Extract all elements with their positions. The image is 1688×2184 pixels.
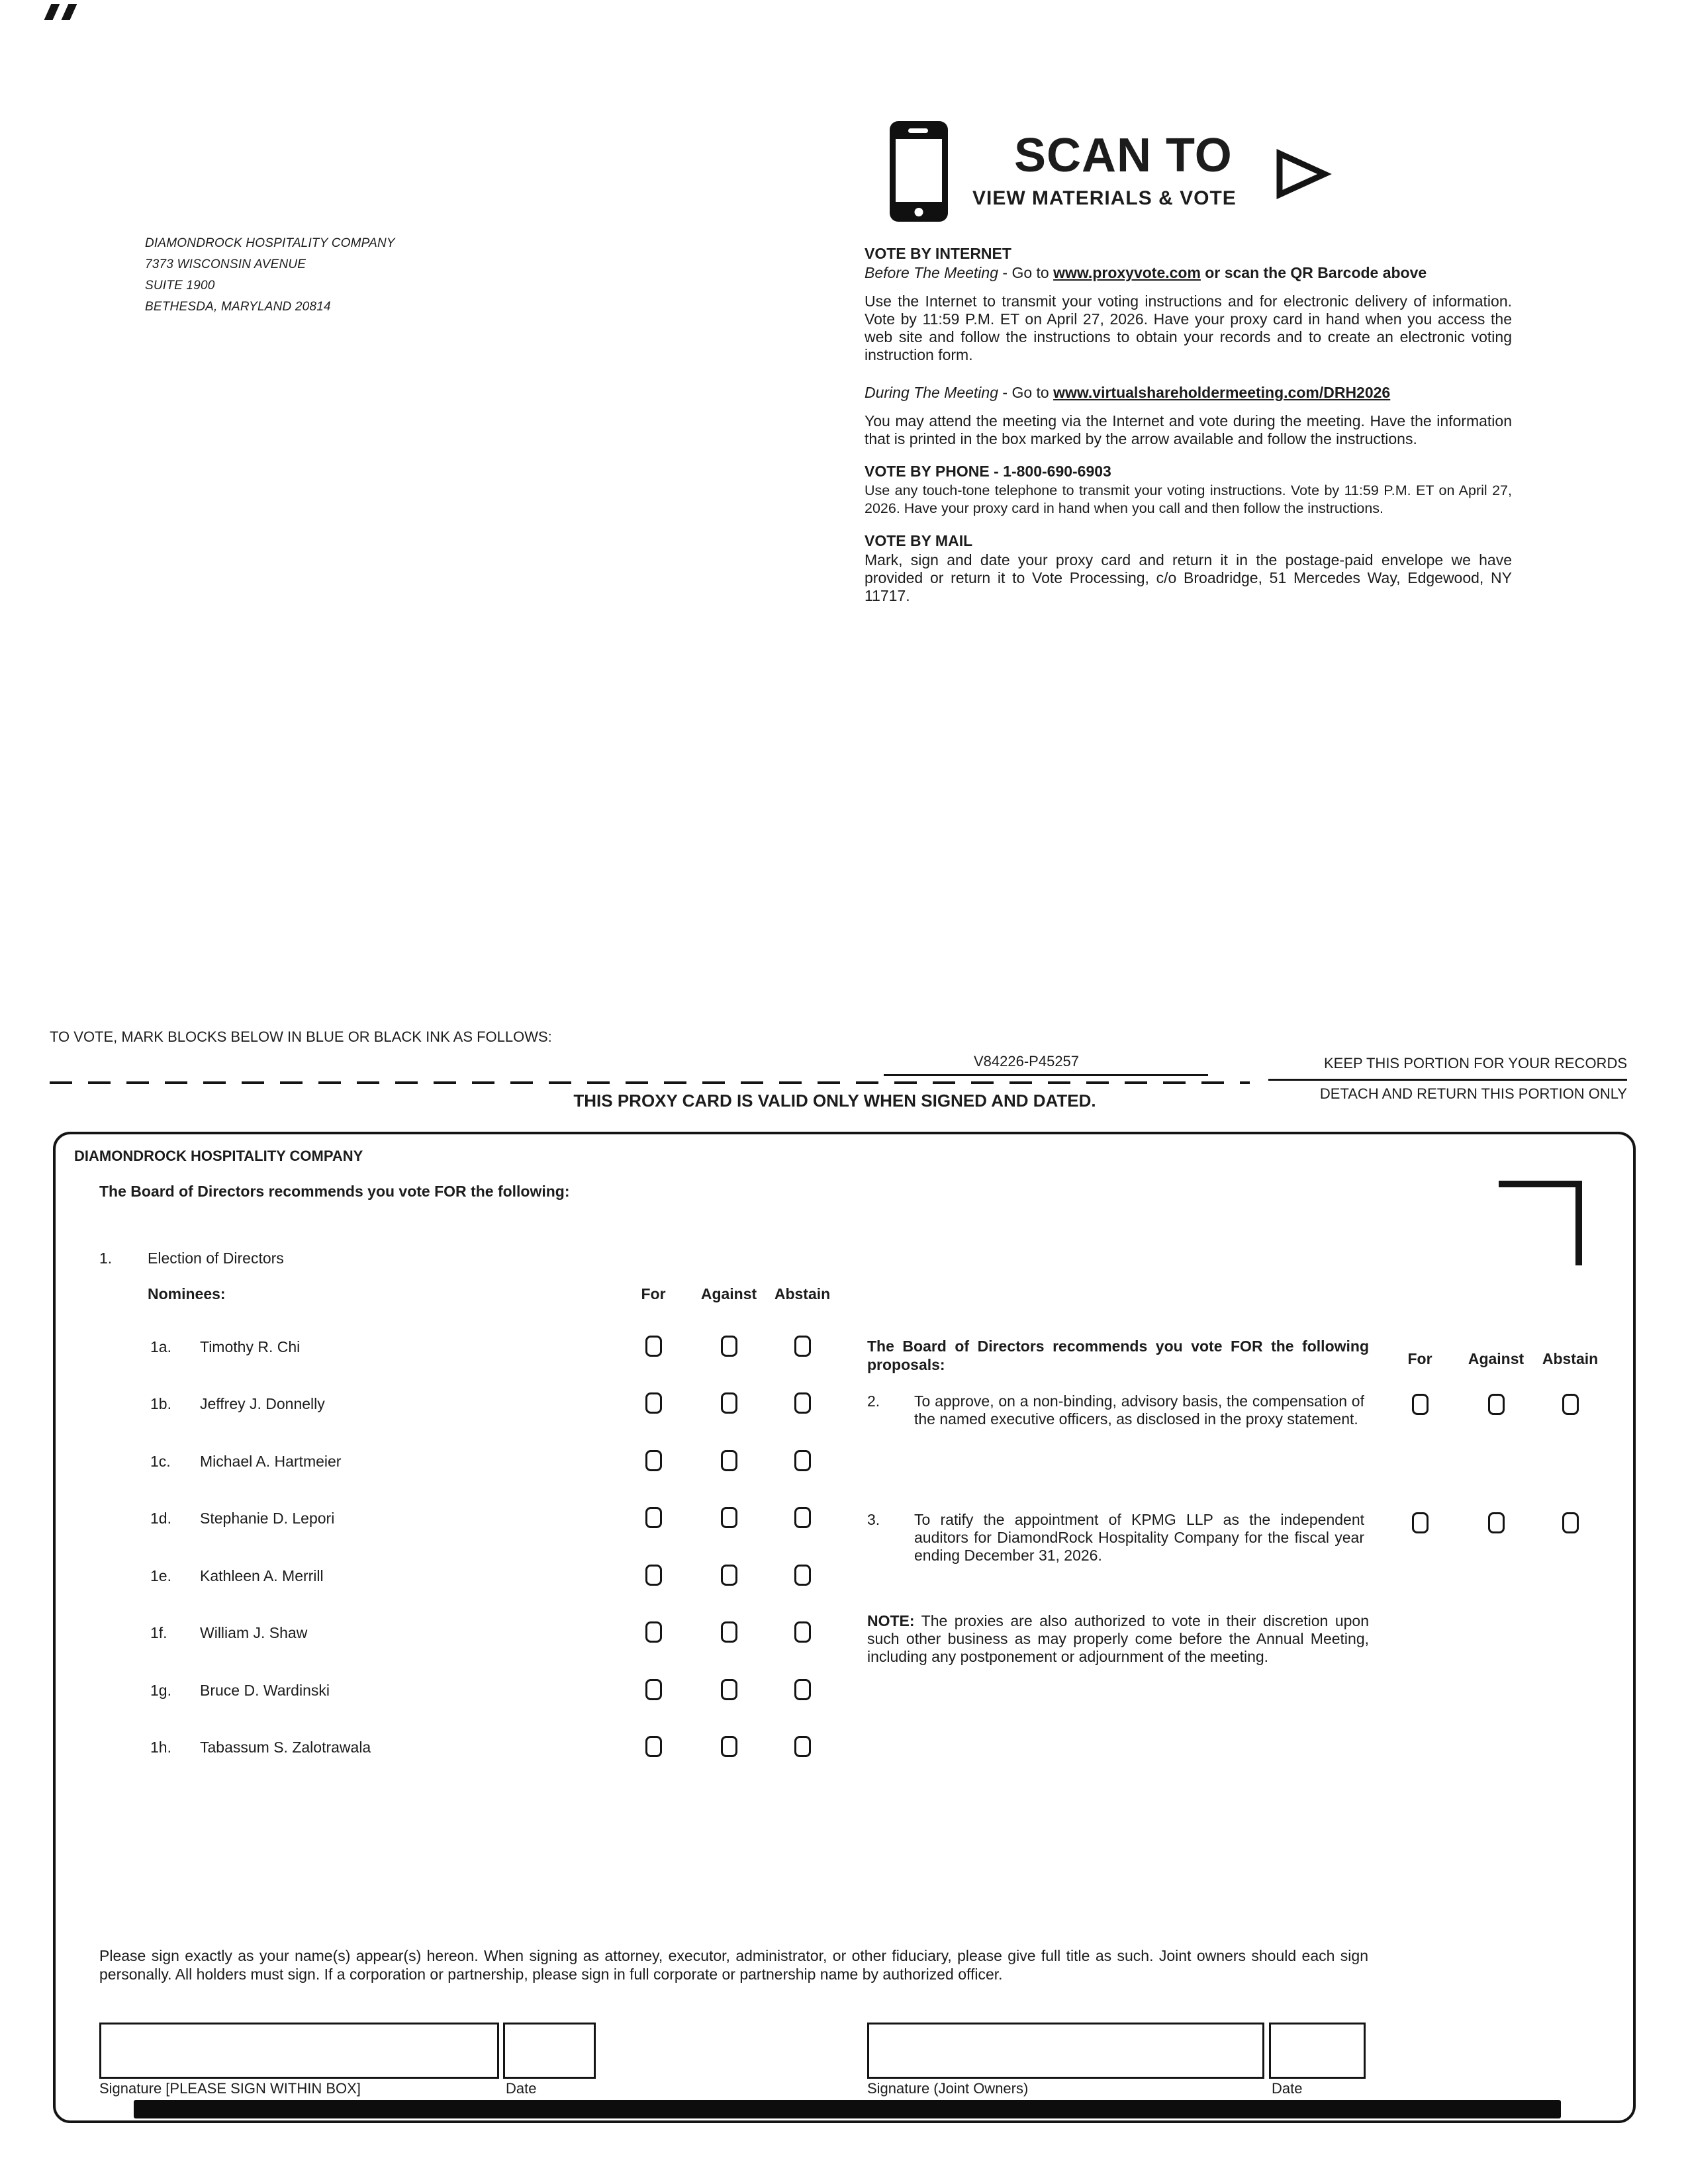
- column-header-against: Against: [1468, 1350, 1524, 1367]
- detach-portion-note: DETACH AND RETURN THIS PORTION ONLY: [1319, 1085, 1627, 1102]
- date-box-primary[interactable]: [503, 2023, 596, 2079]
- nominee-name: Michael A. Hartmeier: [200, 1453, 342, 1470]
- directors-recommendation: The Board of Directors recommends you vote FOR the following:: [99, 1183, 570, 1200]
- vote-checkbox-against[interactable]: [721, 1621, 737, 1643]
- smartphone-icon: [890, 121, 948, 222]
- vote-checkbox-against[interactable]: [721, 1392, 737, 1414]
- before-meeting-label: Before The Meeting: [865, 264, 999, 281]
- vote-checkbox-against[interactable]: [721, 1507, 737, 1528]
- proposal-1-number: 1.: [99, 1250, 113, 1267]
- scan-to-subtitle: VIEW MATERIALS & VOTE: [972, 187, 1237, 209]
- corner-registration-mark: [1499, 1181, 1582, 1265]
- vote-instructions: [865, 245, 1512, 605]
- nominee-row: [56, 1510, 1633, 1532]
- vote-checkbox-for[interactable]: [645, 1507, 662, 1528]
- proxy-card: [53, 1132, 1636, 2123]
- vote-checkbox-against[interactable]: [721, 1336, 737, 1357]
- proposal-number: 2.: [867, 1392, 880, 1410]
- vote-checkbox-against[interactable]: [1488, 1394, 1505, 1415]
- proxyvote-link[interactable]: www.proxyvote.com: [1053, 264, 1201, 281]
- vote-checkbox-for[interactable]: [645, 1736, 662, 1757]
- sender-address-line: BETHESDA, MARYLAND 20814: [145, 300, 331, 314]
- nominee-name: Bruce D. Wardinski: [200, 1682, 330, 1699]
- control-number-underline: [884, 1074, 1208, 1076]
- card-company-name: DIAMONDROCK HOSPITALITY COMPANY: [74, 1148, 363, 1164]
- control-number: V84226-P45257: [974, 1053, 1080, 1069]
- virtual-meeting-link[interactable]: www.virtualshareholdermeeting.com/DRH2026: [1053, 384, 1391, 401]
- nominee-number: 1e.: [150, 1567, 171, 1584]
- proposal-text: To approve, on a non-binding, advisory basis, the compensation of the named executive officers, as disclosed in the proxy statement.: [914, 1392, 1364, 1428]
- signature-primary-label: Signature [PLEASE SIGN WITHIN BOX]: [99, 2080, 361, 2097]
- nominee-name: Timothy R. Chi: [200, 1338, 301, 1355]
- nominee-name: Tabassum S. Zalotrawala: [200, 1739, 371, 1756]
- note-label: NOTE:: [867, 1612, 915, 1629]
- vote-checkbox-for[interactable]: [645, 1621, 662, 1643]
- vote-checkbox-against[interactable]: [721, 1679, 737, 1700]
- vote-checkbox-abstain[interactable]: [794, 1679, 811, 1700]
- date-label: Date: [506, 2080, 537, 2097]
- nominees-label: Nominees:: [148, 1285, 226, 1302]
- nominee-name: Stephanie D. Lepori: [200, 1510, 335, 1527]
- sender-address: [145, 233, 395, 318]
- signature-box-joint[interactable]: [867, 2023, 1264, 2079]
- column-header-for: For: [1407, 1350, 1432, 1367]
- vote-checkbox-for[interactable]: [645, 1392, 662, 1414]
- nominee-name: Kathleen A. Merrill: [200, 1567, 324, 1584]
- vote-checkbox-against[interactable]: [721, 1565, 737, 1586]
- column-header-abstain: Abstain: [1542, 1350, 1599, 1367]
- sender-address-line: SUITE 1900: [145, 279, 215, 293]
- mail-instructions: Mark, sign and date your proxy card and return it in the postage-paid envelope we have provided or return it to Vote Processing, c/o Broadridge, 51 Mercedes Way, Edgewood, NY 11717.: [865, 551, 1512, 604]
- vote-checkbox-for[interactable]: [1412, 1512, 1429, 1533]
- sender-company: DIAMONDROCK HOSPITALITY COMPANY: [145, 236, 395, 250]
- sender-address-line: 7373 WISCONSIN AVENUE: [145, 257, 306, 271]
- signature-instruction: Please sign exactly as your name(s) appear(s) hereon. When signing as attorney, executor, administrator, or other fiduciary, please give full title as such. Joint owners should each sign personally. All holders must sign. If a corporation or partnership, please sign in full corporate or partnership name by authorized officer.: [99, 1947, 1368, 1983]
- vote-checkbox-for[interactable]: [645, 1336, 662, 1357]
- perforation-line: [50, 1081, 1250, 1084]
- vote-by-internet-heading: VOTE BY INTERNET: [865, 245, 1011, 262]
- nominee-number: 1h.: [150, 1739, 171, 1756]
- vote-checkbox-for[interactable]: [645, 1450, 662, 1471]
- column-header-abstain: Abstain: [774, 1285, 831, 1302]
- proposal-text: To ratify the appointment of KPMG LLP as the independent auditors for DiamondRock Hospitality Company for the fiscal year ending December 31, 2026.: [914, 1511, 1364, 1564]
- before-meeting-line: [865, 264, 1512, 282]
- vote-checkbox-abstain[interactable]: [794, 1565, 811, 1586]
- vote-by-phone-heading: VOTE BY PHONE - 1-800-690-6903: [865, 463, 1111, 480]
- date-label: Date: [1272, 2080, 1303, 2097]
- nominee-number: 1c.: [150, 1453, 171, 1470]
- scan-to-title: SCAN TO: [1014, 129, 1233, 182]
- nominee-number: 1g.: [150, 1682, 171, 1699]
- print-registration-mark: [62, 4, 77, 20]
- arrow-right-icon: [1274, 148, 1333, 200]
- vote-checkbox-abstain[interactable]: [794, 1507, 811, 1528]
- vote-checkbox-abstain[interactable]: [1562, 1512, 1579, 1533]
- keep-portion-underline: [1268, 1079, 1627, 1081]
- goto-text: - Go to: [998, 384, 1054, 401]
- during-meeting-label: During The Meeting: [865, 384, 998, 401]
- valid-when-signed-note: THIS PROXY CARD IS VALID ONLY WHEN SIGNED AND DATED.: [573, 1091, 1096, 1111]
- proposal-1-title: Election of Directors: [148, 1250, 284, 1267]
- nominee-number: 1b.: [150, 1395, 171, 1412]
- nominee-number: 1a.: [150, 1338, 171, 1355]
- vote-checkbox-abstain[interactable]: [1562, 1394, 1579, 1415]
- vote-checkbox-for[interactable]: [645, 1679, 662, 1700]
- mark-blocks-instruction: TO VOTE, MARK BLOCKS BELOW IN BLUE OR BLACK INK AS FOLLOWS:: [50, 1028, 552, 1045]
- internet-instructions: Use the Internet to transmit your voting instructions and for electronic delivery of information. Vote by 11:59 P.M. ET on April 27, 2026. Have your proxy card in hand when you access the web site and follow the instructions to obtain your records and to create an electronic voting instruction form.: [865, 293, 1512, 363]
- nominee-number: 1f.: [150, 1624, 167, 1641]
- vote-checkbox-abstain[interactable]: [794, 1736, 811, 1757]
- note-paragraph: [867, 1612, 1369, 1666]
- column-header-for: For: [641, 1285, 666, 1302]
- phone-instructions: Use any touch-tone telephone to transmit your voting instructions. Vote by 11:59 P.M. ET on April 27, 2026. Have your proxy card in hand when you call and then follow the instructions.: [865, 482, 1512, 516]
- vote-checkbox-abstain[interactable]: [794, 1621, 811, 1643]
- signature-joint-label: Signature (Joint Owners): [867, 2080, 1029, 2097]
- nominee-number: 1d.: [150, 1510, 171, 1527]
- vote-checkbox-against[interactable]: [721, 1736, 737, 1757]
- vote-checkbox-against[interactable]: [721, 1450, 737, 1471]
- vote-by-mail-heading: VOTE BY MAIL: [865, 532, 973, 549]
- nominee-row: [56, 1739, 1633, 1761]
- vote-checkbox-abstain[interactable]: [794, 1450, 811, 1471]
- vote-checkbox-abstain[interactable]: [794, 1392, 811, 1414]
- proposals-recommendation: The Board of Directors recommends you vote FOR the following proposals:: [867, 1338, 1369, 1373]
- nominee-row: [56, 1395, 1633, 1418]
- goto-text: - Go to: [998, 264, 1054, 281]
- print-registration-mark: [44, 4, 60, 20]
- nominee-row: [56, 1624, 1633, 1647]
- qr-barcode-suffix: or scan the QR Barcode above: [1200, 264, 1427, 281]
- bottom-black-bar: [134, 2100, 1561, 2118]
- date-box-joint[interactable]: [1269, 2023, 1366, 2079]
- vote-checkbox-for[interactable]: [1412, 1394, 1429, 1415]
- proposal-number: 3.: [867, 1511, 880, 1528]
- note-text: The proxies are also authorized to vote in their discretion upon such other business as may properly come before the Annual Meeting, including any postponement or adjournment of the meeting.: [867, 1612, 1369, 1665]
- vote-checkbox-for[interactable]: [645, 1565, 662, 1586]
- signature-box-primary[interactable]: [99, 2023, 499, 2079]
- nominee-row: [56, 1682, 1633, 1704]
- keep-portion-note: KEEP THIS PORTION FOR YOUR RECORDS: [1323, 1055, 1627, 1071]
- nominee-name: William J. Shaw: [200, 1624, 308, 1641]
- during-meeting-line: [865, 384, 1512, 402]
- nominee-name: Jeffrey J. Donnelly: [200, 1395, 325, 1412]
- vote-checkbox-abstain[interactable]: [794, 1336, 811, 1357]
- column-header-against: Against: [700, 1285, 757, 1302]
- during-meeting-instructions: You may attend the meeting via the Internet and vote during the meeting. Have the information that is printed in the box marked by the arrow available and follow the instructions.: [865, 412, 1512, 447]
- vote-checkbox-against[interactable]: [1488, 1512, 1505, 1533]
- nominee-row: [56, 1567, 1633, 1590]
- nominee-row: [56, 1453, 1633, 1475]
